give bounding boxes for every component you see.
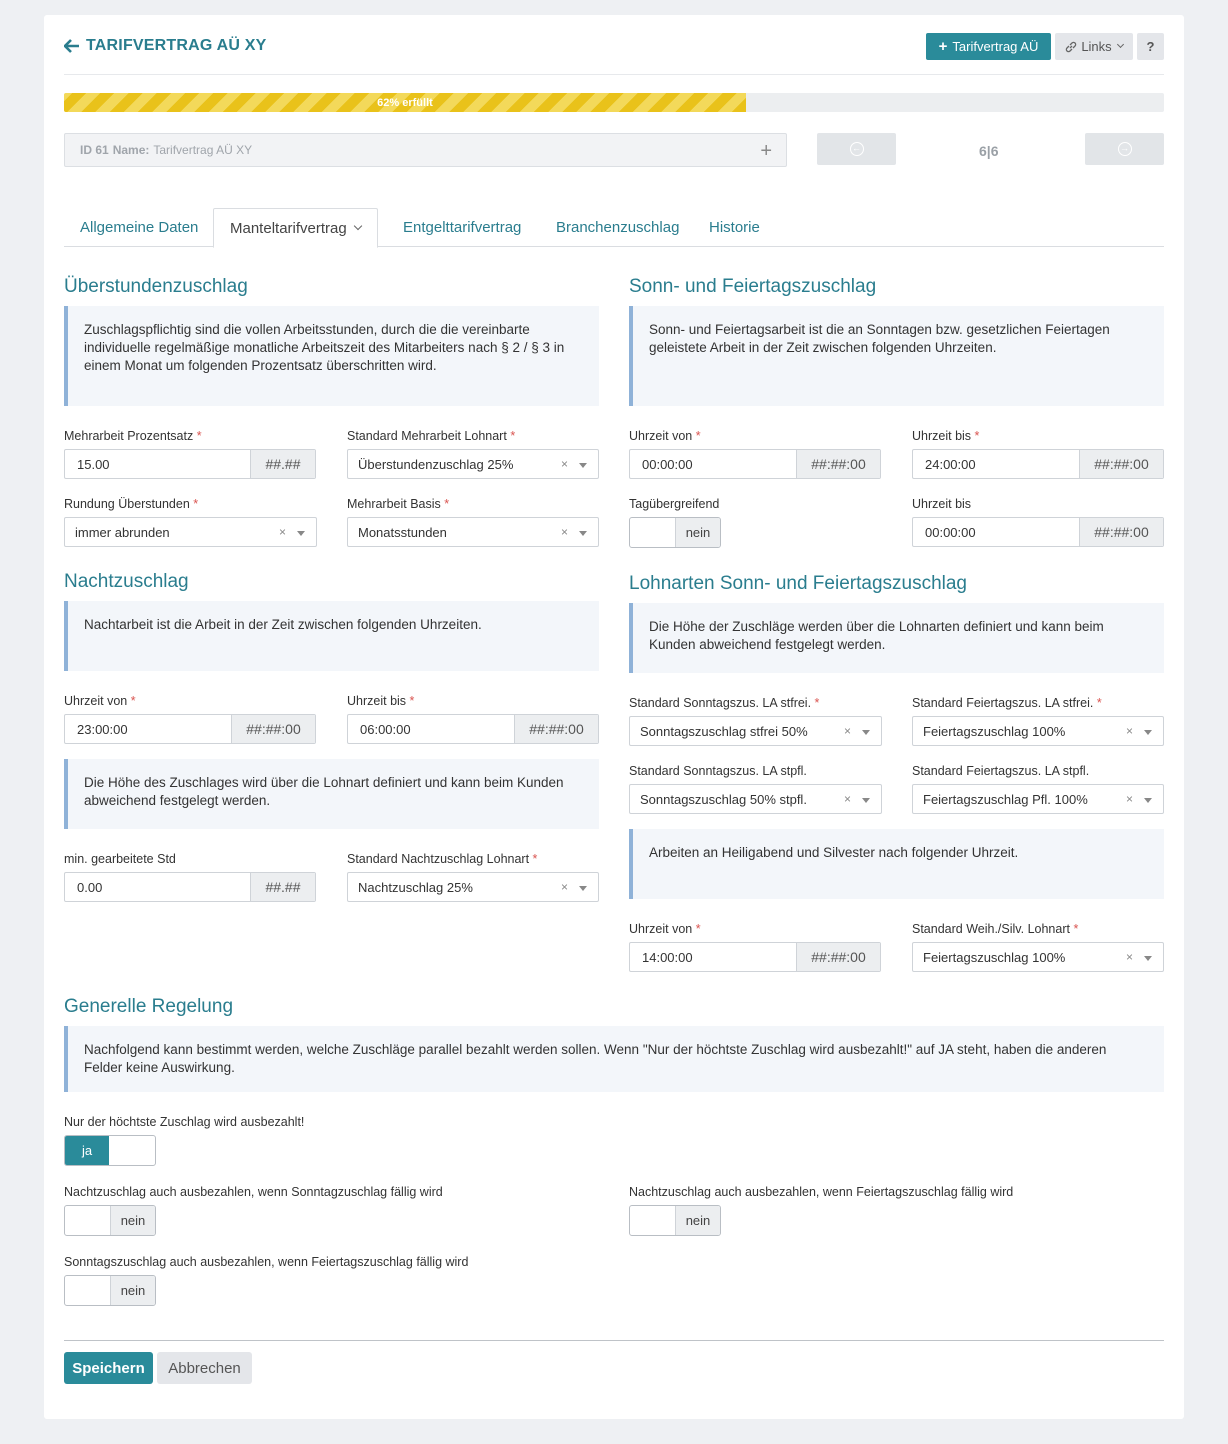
feiertag-stpfl-select[interactable] xyxy=(912,784,1164,814)
select-value: Feiertagszuschlag 100% xyxy=(923,723,1066,739)
input-value: 14:00:00 xyxy=(642,949,693,965)
toggle-off-label: nein xyxy=(675,518,720,547)
links-button[interactable] xyxy=(1055,33,1133,60)
toggle-off-label: nein xyxy=(110,1276,155,1305)
input-mask: ##:##:00 xyxy=(796,450,880,478)
clear-icon[interactable]: × xyxy=(560,457,568,471)
input-mask: ##:##:00 xyxy=(1079,450,1163,478)
label-nacht-bei-feiertag: Nachtzuschlag auch ausbezahlen, wenn Feiertagszuschlag fällig wird xyxy=(629,1185,1014,1199)
caret-down-icon[interactable] xyxy=(1144,956,1152,961)
tab-label: Allgemeine Daten xyxy=(80,219,199,236)
label-min-gearbeitete-std: min. gearbeitete Std xyxy=(64,852,176,866)
clear-icon[interactable]: × xyxy=(560,525,568,539)
feiertag-stfrei-select[interactable] xyxy=(912,716,1164,746)
label-rundung-ueberstunden: Rundung Überstunden * xyxy=(64,497,199,511)
toggle-off-label: nein xyxy=(110,1206,155,1235)
input-mask: ##.## xyxy=(250,873,315,901)
tab-allgemeine-daten[interactable] xyxy=(80,208,198,247)
nachtzuschlag-lohnart-select[interactable] xyxy=(347,872,599,902)
section-title-nacht: Nachtzuschlag xyxy=(64,571,189,592)
toggle-on-label: ja xyxy=(65,1136,109,1165)
tab-label: Branchenzuschlag xyxy=(556,219,680,236)
sonntag-bei-feiertag-toggle[interactable] xyxy=(64,1275,156,1306)
mehrarbeit-basis-select[interactable] xyxy=(347,517,599,547)
next-record-button[interactable] xyxy=(1085,133,1164,165)
label-weih-lohnart: Standard Weih./Silv. Lohnart * xyxy=(912,922,1079,936)
tab-label: Manteltarifvertrag xyxy=(230,219,347,237)
nacht-uhrzeit-von-input[interactable] xyxy=(64,714,316,744)
cancel-button[interactable] xyxy=(157,1352,252,1384)
caret-down-icon[interactable] xyxy=(1144,798,1152,803)
tab-bar xyxy=(64,208,1164,247)
label-sonn-uhrzeit-bis-2: Uhrzeit bis xyxy=(912,497,972,511)
help-label: ? xyxy=(1146,39,1155,54)
section-title-generell: Generelle Regelung xyxy=(64,996,234,1017)
caret-down-icon[interactable] xyxy=(579,531,587,536)
clear-icon[interactable]: × xyxy=(843,724,851,738)
clear-icon[interactable]: × xyxy=(1125,724,1133,738)
add-tarifvertrag-label: Tarifvertrag AÜ xyxy=(952,39,1039,54)
label-sonntag-stpfl: Standard Sonntagszus. LA stpfl. xyxy=(629,764,807,778)
footer-divider xyxy=(64,1340,1164,1341)
select-value: Sonntagszuschlag stfrei 50% xyxy=(640,723,808,739)
sonntag-stpfl-select[interactable] xyxy=(629,784,882,814)
cancel-label: Abbrechen xyxy=(168,1359,241,1377)
toggle-off-label: nein xyxy=(675,1206,720,1235)
add-tarifvertrag-button[interactable] xyxy=(926,33,1051,60)
section-title-lohnarten: Lohnarten Sonn- und Feiertagszuschlag xyxy=(629,573,968,594)
label-mehrarbeit-lohnart: Standard Mehrarbeit Lohnart * xyxy=(347,429,516,443)
record-name-label: Name: xyxy=(112,143,150,157)
plus-icon: + xyxy=(938,38,948,55)
sonn-uhrzeit-von-input[interactable] xyxy=(629,449,881,479)
main-card xyxy=(44,15,1184,1419)
info-box-heiligabend: Arbeiten an Heiligabend und Silvester nach folgender Uhrzeit. xyxy=(629,829,1164,899)
clear-icon[interactable]: × xyxy=(560,880,568,894)
arrow-right-circle-icon: → xyxy=(1118,142,1132,156)
sonntag-stfrei-select[interactable] xyxy=(629,716,882,746)
label-mehrarbeit-basis: Mehrarbeit Basis * xyxy=(347,497,450,511)
label-feiertag-stfrei: Standard Feiertagszus. LA stfrei. * xyxy=(912,696,1102,710)
clear-icon[interactable]: × xyxy=(278,525,286,539)
previous-record-button[interactable] xyxy=(817,133,896,165)
help-button[interactable] xyxy=(1137,33,1164,60)
caret-down-icon[interactable] xyxy=(862,798,870,803)
nacht-bei-sonntag-toggle[interactable] xyxy=(64,1205,156,1236)
caret-down-icon[interactable] xyxy=(862,730,870,735)
label-nachtzuschlag-lohnart: Standard Nachtzuschlag Lohnart * xyxy=(347,852,538,866)
tab-label: Historie xyxy=(709,219,760,236)
progress-fill xyxy=(64,93,746,112)
info-box-nacht: Nachtarbeit ist die Arbeit in der Zeit zwischen folgenden Uhrzeiten. xyxy=(64,601,599,671)
label-sonntag-bei-feiertag: Sonntagszuschlag auch ausbezahlen, wenn Feiertagszuschlag fällig wird xyxy=(64,1255,469,1269)
caret-down-icon[interactable] xyxy=(579,886,587,891)
info-box-lohnarten: Die Höhe der Zuschläge werden über die Lohnarten definiert und kann beim Kunden abweichend festgelegt werden. xyxy=(629,603,1164,673)
label-nacht-uhrzeit-von: Uhrzeit von * xyxy=(64,694,136,708)
weih-uhrzeit-von-input[interactable] xyxy=(629,942,881,972)
sonn-uhrzeit-bis-input[interactable] xyxy=(912,449,1164,479)
mehrarbeit-lohnart-select[interactable] xyxy=(347,449,599,479)
record-name-value: Tarifvertrag AÜ XY xyxy=(153,143,253,157)
label-feiertag-stpfl: Standard Feiertagszus. LA stpfl. xyxy=(912,764,1090,778)
page-title-text: TARIFVERTRAG AÜ XY xyxy=(86,37,267,54)
min-gearbeitete-std-input[interactable] xyxy=(64,872,316,902)
input-mask: ##:##:00 xyxy=(514,715,598,743)
links-label: Links xyxy=(1081,39,1112,54)
label-hoechster-zuschlag: Nur der höchtste Zuschlag wird ausbezahlt! xyxy=(64,1115,305,1129)
input-value: 00:00:00 xyxy=(642,456,693,472)
label-sonn-uhrzeit-von: Uhrzeit von * xyxy=(629,429,701,443)
nacht-bei-feiertag-toggle[interactable] xyxy=(629,1205,721,1236)
progress-bar xyxy=(64,93,1164,112)
save-label: Speichern xyxy=(72,1359,145,1377)
header-divider xyxy=(64,74,1164,75)
mehrarbeit-prozentsatz-input[interactable] xyxy=(64,449,316,479)
tab-entgelttarifvertrag[interactable] xyxy=(403,208,521,247)
arrow-left-circle-icon: ← xyxy=(850,142,864,156)
record-name-field[interactable] xyxy=(64,133,787,167)
input-mask: ##:##:00 xyxy=(231,715,315,743)
select-value: immer abrunden xyxy=(75,524,170,540)
chevron-down-icon xyxy=(353,222,361,230)
sonn-uhrzeit-bis-2-input[interactable] xyxy=(912,517,1164,547)
label-sonntag-stfrei: Standard Sonntagszus. LA stfrei. * xyxy=(629,696,820,710)
tab-historie[interactable] xyxy=(709,208,760,247)
info-box-generell: Nachfolgend kann bestimmt werden, welche Zuschläge parallel bezahlt werden sollen. Wenn "Nur der höchtste Zuschlag wird ausbezahlt!" auf JA steht, haben die anderen Felder keine Auswirkung. xyxy=(64,1026,1164,1092)
arrow-left-icon xyxy=(64,39,80,53)
chevron-down-icon xyxy=(1117,41,1124,48)
label-nacht-bei-sonntag: Nachtzuschlag auch ausbezahlen, wenn Sonntagzuschlag fällig wird xyxy=(64,1185,443,1199)
input-value: 24:00:00 xyxy=(925,456,976,472)
select-value: Nachtzuschlag 25% xyxy=(358,879,473,895)
clear-icon[interactable]: × xyxy=(843,792,851,806)
hoechster-zuschlag-toggle[interactable] xyxy=(64,1135,156,1166)
label-nacht-uhrzeit-bis: Uhrzeit bis * xyxy=(347,694,415,708)
nacht-uhrzeit-bis-input[interactable] xyxy=(347,714,599,744)
label-mehrarbeit-prozentsatz: Mehrarbeit Prozentsatz * xyxy=(64,429,202,443)
taguebergreifend-toggle[interactable] xyxy=(629,517,721,548)
clear-icon[interactable]: × xyxy=(1125,950,1133,964)
input-value: 06:00:00 xyxy=(360,721,411,737)
input-value: 00:00:00 xyxy=(925,524,976,540)
link-icon xyxy=(1065,41,1077,53)
progress-label: 62% erfüllt xyxy=(377,96,433,109)
section-title-sonn: Sonn- und Feiertagszuschlag xyxy=(629,276,877,297)
input-value: 23:00:00 xyxy=(77,721,128,737)
input-mask: ##:##:00 xyxy=(1079,518,1163,546)
tab-label: Entgelttarifvertrag xyxy=(403,219,522,236)
rundung-ueberstunden-select[interactable] xyxy=(64,517,317,547)
tab-branchenzuschlag[interactable] xyxy=(556,208,679,247)
page-title[interactable] xyxy=(64,37,267,55)
weih-lohnart-select[interactable] xyxy=(912,942,1164,972)
input-value: 15.00 xyxy=(77,456,110,472)
caret-down-icon[interactable] xyxy=(1144,730,1152,735)
caret-down-icon[interactable] xyxy=(297,531,305,536)
save-button[interactable] xyxy=(64,1352,153,1384)
section-title-ueberstunden: Überstundenzuschlag xyxy=(64,276,248,297)
info-box-nacht-lohnart: Die Höhe des Zuschlages wird über die Lohnart definiert und kann beim Kunden abweichend festgelegt werden. xyxy=(64,759,599,829)
label-taguebergreifend: Tagübergreifend xyxy=(629,497,720,511)
input-value: 0.00 xyxy=(77,879,103,895)
input-mask: ##.## xyxy=(250,450,315,478)
select-value: Sonntagszuschlag 50% stpfl. xyxy=(640,791,807,807)
caret-down-icon[interactable] xyxy=(579,463,587,468)
label-sonn-uhrzeit-bis: Uhrzeit bis * xyxy=(912,429,980,443)
info-box-ueberstunden: Zuschlagspflichtig sind die vollen Arbeitsstunden, durch die die vereinbarte individuelle regelmäßige monatliche Arbeitszeit des Mitarbeiters nach § 2 / § 3 in einem Monat um folgenden Prozentsatz überschritten wird. xyxy=(64,306,599,406)
input-mask: ##:##:00 xyxy=(796,943,880,971)
select-value: Monatsstunden xyxy=(358,524,447,540)
select-value: Feiertagszuschlag Pfl. 100% xyxy=(923,791,1088,807)
select-value: Feiertagszuschlag 100% xyxy=(923,949,1066,965)
info-box-sonn: Sonn- und Feiertagsarbeit ist die an Sonntagen bzw. gesetzlichen Feiertagen geleistete Arbeit in der Zeit zwischen folgenden Uhrzeiten. xyxy=(629,306,1164,406)
label-weih-uhrzeit-von: Uhrzeit von * xyxy=(629,922,701,936)
record-pager: 6|6 xyxy=(979,143,999,159)
select-value: Überstundenzuschlag 25% xyxy=(358,456,514,472)
plus-icon[interactable]: + xyxy=(760,140,772,162)
clear-icon[interactable]: × xyxy=(1125,792,1133,806)
tab-manteltarifvertrag[interactable] xyxy=(213,208,378,248)
record-id: ID 61 xyxy=(80,143,109,157)
